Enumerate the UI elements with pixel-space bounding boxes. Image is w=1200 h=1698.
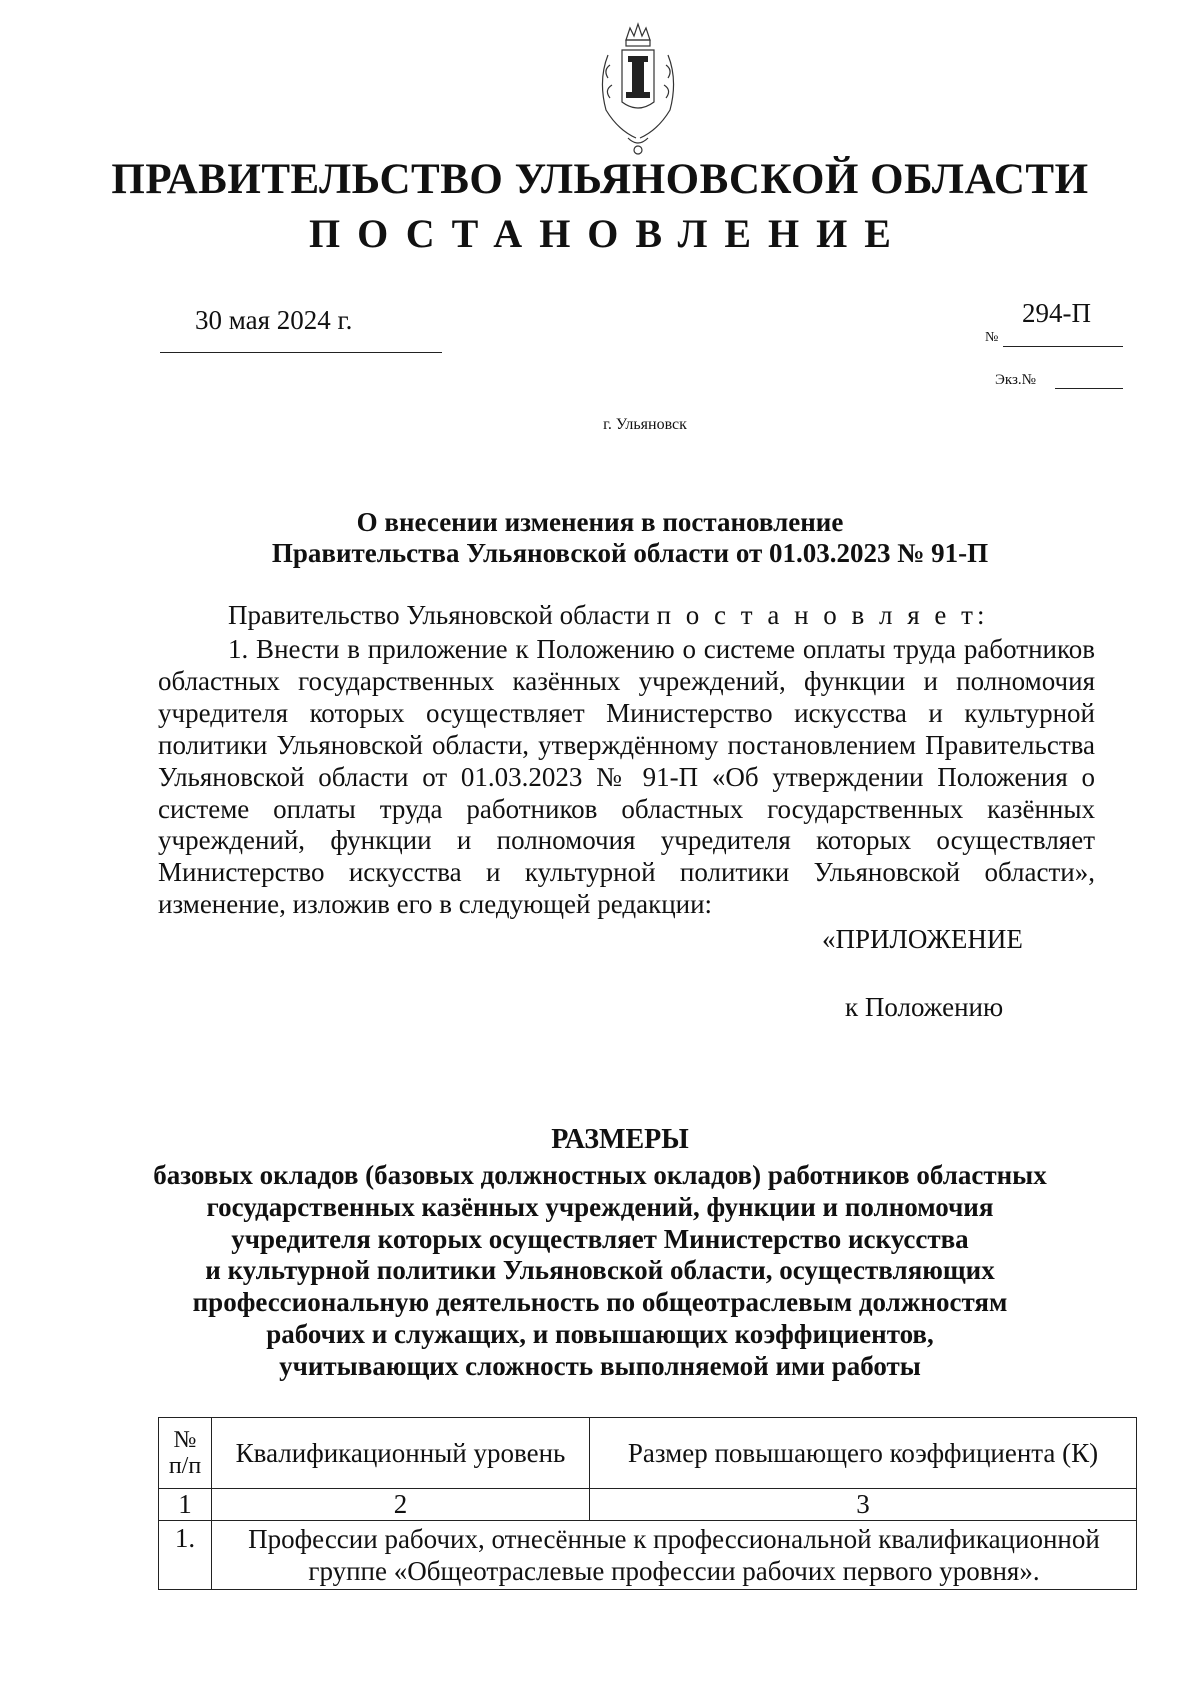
subtitle-line: профессиональную деятельность по общеотраслевым должностям [192,1287,1008,1318]
header-number-sign: № [173,1427,197,1453]
copy-number-underline [1055,388,1123,389]
coefficients-table [158,1417,1137,1590]
clause-1: 1. Внести в приложение к Положению о системе оплаты труда работников областных государственных казённых учреждений, функции и полномочия учредителя которых осуществляет Министерство искусства и культурной политики Ульяновской области, утверждённому постановлением Правительства Ульяновской области от 01.03.2023 № 91-П «Об утверждении Положения о системе оплаты труда работников областных государственных казённых учреждений, функции и полномочия учредителя которых осуществляет Министерство искусства и культурной политики Ульяновской области», изменение, изложив его в следующей редакции: [158,634,1095,920]
copy-number-label: Экз.№ [995,372,1036,388]
column-number-3: 3 [590,1489,1137,1521]
header-level: Квалификационный уровень [212,1418,590,1489]
subtitle-line: государственных казённых учреждений, функции и полномочия [206,1191,994,1222]
appendix-label: «ПРИЛОЖЕНИЕ [822,924,1023,954]
document-title-line-2: Правительства Ульяновской области от 01.03.2023 № 91-П [271,538,989,568]
document-title-line-1: О внесении изменения в постановление [356,507,844,537]
row-group-text: Профессии рабочих, отнесённые к профессиональной квалификационной группе «Общеотраслевые профессии рабочих первого уровня». [212,1521,1137,1590]
subtitle-line: учитывающих сложность выполняемой ими работы [279,1350,921,1381]
number-underline [1003,346,1123,347]
subtitle-line: учредителя которых осуществляет Министерство искусства [231,1223,969,1254]
preamble-verb: п о с т а н о в л я е т: [656,600,989,630]
table-header-row [159,1418,1137,1489]
column-number-1: 1 [159,1489,212,1521]
preamble-lead: Правительство Ульяновской области [228,600,650,630]
appendix-subtitle [0,1160,1200,1383]
date-underline [160,352,442,353]
header-number [159,1418,212,1489]
subtitle-line: и культурной политики Ульяновской области, осуществляющих [205,1255,995,1286]
header-number-pp: п/п [168,1453,202,1479]
document-date: 30 мая 2024 г. [195,305,353,335]
document-type: ПОСТАНОВЛЕНИЕ [309,211,908,256]
table-column-numbers-row [159,1489,1137,1521]
column-number-2: 2 [212,1489,590,1521]
subtitle-line: рабочих и служащих, и повышающих коэффициентов, [266,1318,934,1349]
subtitle-line: базовых окладов (базовых должностных окладов) работников областных [153,1160,1047,1190]
number-label: № [985,330,999,345]
appendix-title: РАЗМЕРЫ [551,1124,689,1155]
table-row [159,1521,1137,1590]
appendix-reference: к Положению [845,992,1004,1022]
city-name: г. Ульяновск [603,416,687,433]
coat-of-arms-emblem [588,10,688,160]
preamble [228,600,988,631]
government-name: ПРАВИТЕЛЬСТВО УЛЬЯНОВСКОЙ ОБЛАСТИ [111,156,1089,203]
row-number: 1. [159,1521,212,1590]
header-coefficient: Размер повышающего коэффициента (К) [590,1418,1137,1489]
document-number: 294-П [1022,298,1091,328]
